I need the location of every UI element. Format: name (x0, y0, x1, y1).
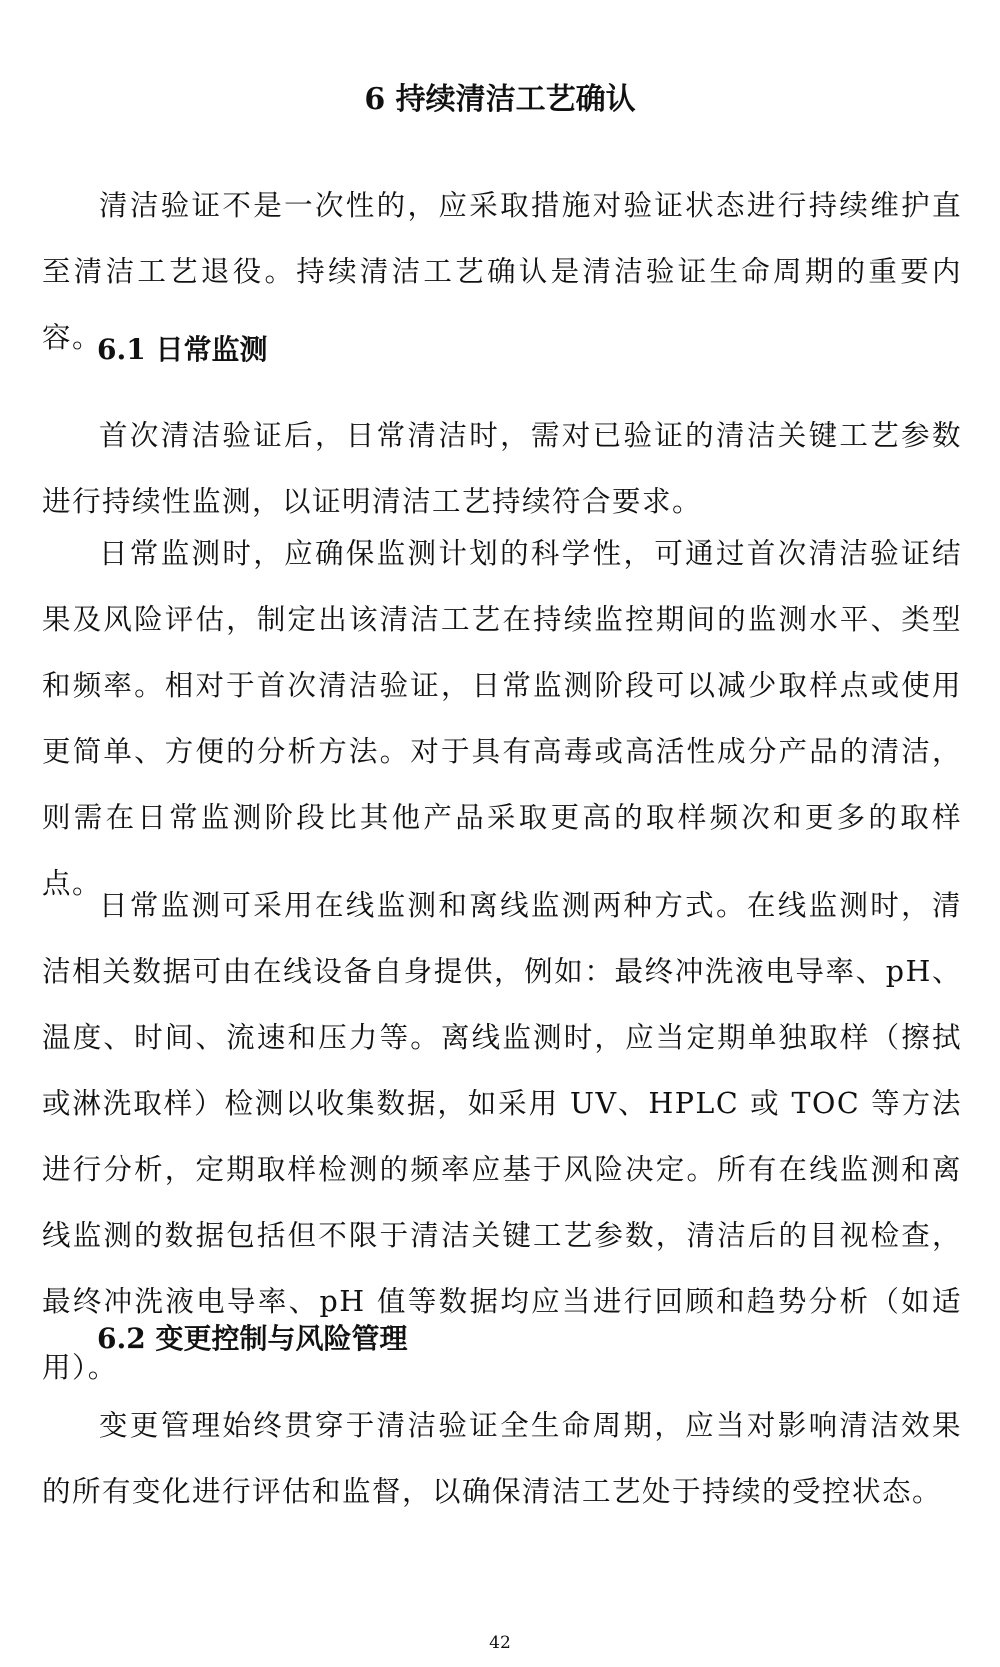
chapter-intro-paragraph: 清洁验证不是一次性的，应采取措施对验证状态进行持续维护直至清洁工艺退役。持续清洁工艺确认是清洁验证生命周期的重要内容。 (42, 189, 962, 354)
section-6-1-heading: 6.1 日常监测 (97, 333, 268, 366)
section-6-1-paragraph-2: 日常监测时，应确保监测计划的科学性，可通过首次清洁验证结果及风险评估，制定出该清洁工艺在持续监控期间的监测水平、类型和频率。相对于首次清洁验证，日常监测阶段可以减少取样点或使用更简单、方便的分析方法。对于具有高毒或高活性成分产品的清洁，则需在日常监测阶段比其他产品采取更高的取样频次和更多的取样点。 (42, 537, 962, 900)
page-number: 42 (489, 1633, 511, 1653)
chapter-title: 6 持续清洁工艺确认 (364, 82, 636, 117)
section-6-1-paragraph-1: 首次清洁验证后，日常清洁时，需对已验证的清洁关键工艺参数进行持续性监测，以证明清洁工艺持续符合要求。 (42, 419, 962, 518)
section-6-1-paragraph-3: 日常监测可采用在线监测和离线监测两种方式。在线监测时，清洁相关数据可由在线设备自身提供，例如：最终冲洗液电导率、pH、温度、时间、流速和压力等。离线监测时，应当定期单独取样（擦拭或淋洗取样）检测以收集数据，如采用 UV、HPLC 或 TOC 等方法进行分析，定期取样检测的频率应基于风险决定。所有在线监测和离线监测的数据包括但不限于清洁关键工艺参数，清洁后的目视检查，最终冲洗液电导率、pH 值等数据均应当进行回顾和趋势分析（如适用）。 (42, 889, 962, 1384)
section-6-2-heading: 6.2 变更控制与风险管理 (97, 1322, 408, 1355)
section-6-2-paragraph-1: 变更管理始终贯穿于清洁验证全生命周期，应当对影响清洁效果的所有变化进行评估和监督，以确保清洁工艺处于持续的受控状态。 (42, 1409, 962, 1508)
